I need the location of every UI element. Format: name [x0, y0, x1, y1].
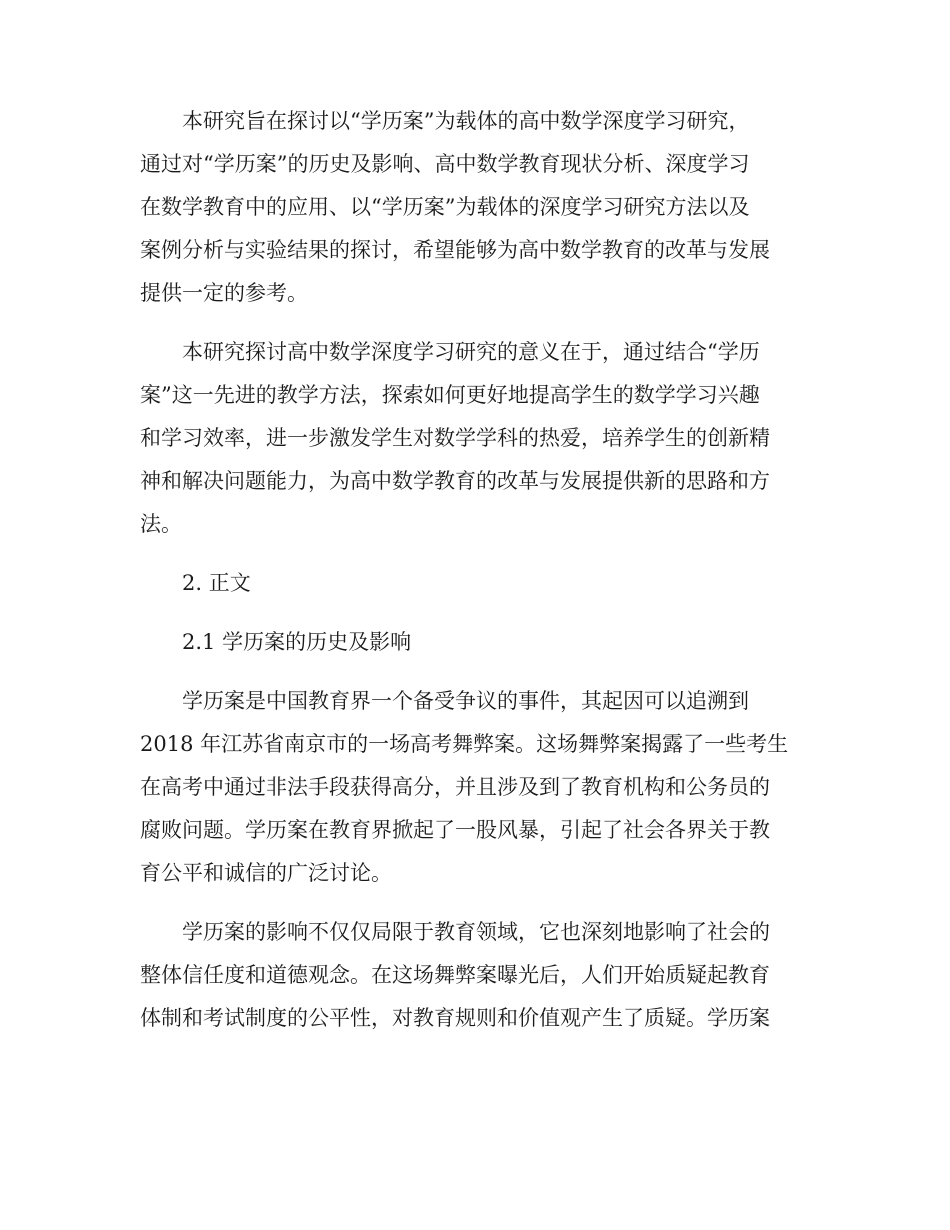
- paragraph-line: 案例分析与实验结果的探讨，希望能够为高中数学教育的改革与发展: [140, 238, 770, 262]
- paragraph-line: 本研究探讨高中数学深度学习研究的意义在于，通过结合“学历: [182, 340, 760, 364]
- paragraph-line: 通过对“学历案”的历史及影响、高中数学教育现状分析、深度学习: [140, 152, 750, 176]
- paragraph-line: 体制和考试制度的公平性，对教育规则和价值观产生了质疑。学历案: [140, 1006, 770, 1030]
- document-body: [140, 100, 810, 1040]
- subsection-heading-text: 2.1 学历案的历史及影响: [182, 630, 412, 654]
- section-heading: [140, 562, 810, 605]
- subsection-heading: [140, 621, 810, 664]
- paragraph-line: 学历案的影响不仅仅局限于教育领域，它也深刻地影响了社会的: [182, 920, 770, 944]
- paragraph-line: 学历案是中国教育界一个备受争议的事件，其起因可以追溯到: [182, 689, 749, 713]
- section-heading-text: 2. 正文: [182, 571, 251, 595]
- paragraph-line: 案”这一先进的教学方法，探索如何更好地提高学生的数学学习兴趣: [140, 383, 760, 407]
- paragraph-line: 2018 年江苏省南京市的一场高考舞弊案。这场舞弊案揭露了一些考生: [140, 732, 789, 756]
- paragraph-significance: [140, 331, 810, 546]
- paragraph-line: 提供一定的参考。: [140, 281, 308, 305]
- paragraph-line: 法。: [140, 512, 182, 536]
- paragraph-line: 和学习效率，进一步激发学生对数学学科的热爱，培养学生的创新精: [140, 426, 770, 450]
- paragraph-line: 整体信任度和道德观念。在这场舞弊案曝光后，人们开始质疑起教育: [140, 963, 770, 987]
- paragraph-line: 在数学教育中的应用、以“学历案”为载体的深度学习研究方法以及: [140, 195, 750, 219]
- paragraph-line: 腐败问题。学历案在教育界掀起了一股风暴，引起了社会各界关于教: [140, 818, 770, 842]
- paragraph-purpose: [140, 100, 810, 315]
- paragraph-line: 本研究旨在探讨以“学历案”为载体的高中数学深度学习研究，: [182, 109, 750, 133]
- paragraph-line: 在高考中通过非法手段获得高分，并且涉及到了教育机构和公务员的: [140, 775, 770, 799]
- paragraph-impact: [140, 911, 810, 1040]
- paragraph-history: [140, 680, 810, 895]
- paragraph-line: 神和解决问题能力，为高中数学教育的改革与发展提供新的思路和方: [140, 469, 770, 493]
- paragraph-line: 育公平和诚信的广泛讨论。: [140, 861, 392, 885]
